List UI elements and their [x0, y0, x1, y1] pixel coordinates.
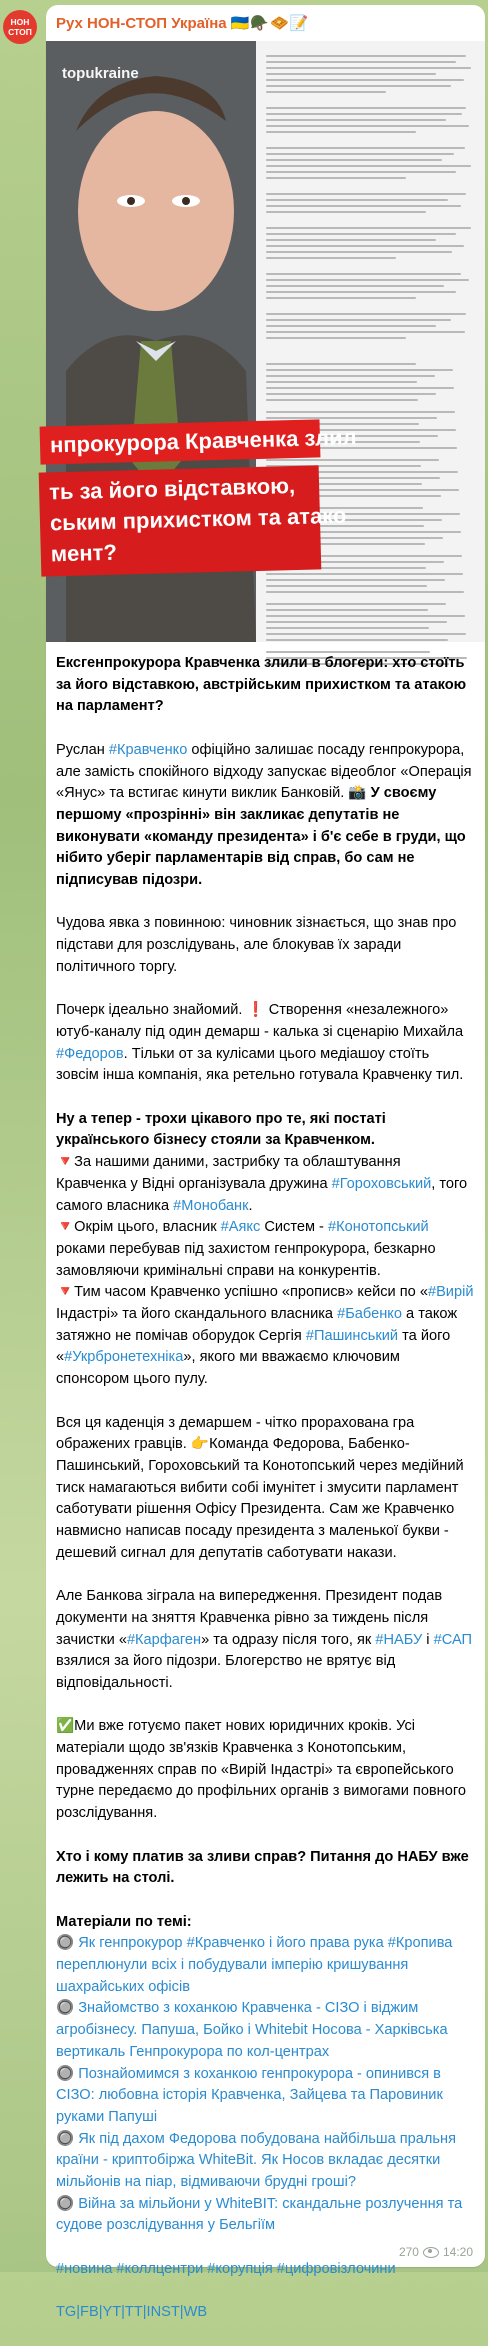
document-text-line: [266, 107, 466, 109]
document-text-line: [266, 205, 461, 207]
document-text-line: [266, 199, 448, 201]
document-text-line: [266, 279, 469, 281]
channel-title: Рух НОН-СТОП Україна: [56, 15, 227, 32]
paragraph-7: ✅Ми вже готуємо пакет нових юридичних кроків. Усі матеріали щодо зв'язків Кравченка з Конотопським, провадженнях справ по «Вирій Індастрі» та європейського турне передаємо до профільних органів з вимогами повного розслідування.: [56, 1718, 466, 1822]
document-text-line: [266, 245, 464, 247]
hashtags[interactable]: #новина #коллцентри #корупція #цифровізлочини: [56, 2260, 396, 2277]
document-text-line: [266, 621, 447, 623]
headline-banner-2: [39, 465, 347, 576]
hashtag-link[interactable]: #Укрбронетехніка: [64, 1349, 184, 1366]
text: і: [422, 1631, 434, 1648]
social-links[interactable]: TG|FB|YT|TT|INST|WB: [56, 2304, 208, 2321]
text: та його «: [56, 1327, 451, 1366]
document-text-line: [266, 399, 418, 401]
document-text-line: [266, 73, 436, 75]
text: Почерк ідеально знайомий. ❗ Створення «незалежного» ютуб-каналу під один демарш - калька зі сценарію Михайла: [56, 1002, 464, 1040]
text: 🔻Тим часом Кравченко успішно «прописв» кейси по «: [56, 1284, 428, 1301]
message-bubble: [46, 5, 485, 2321]
document-text-line: [266, 573, 463, 575]
text: Але Банкова зіграла на випередження. Президент подав документи на зняття Кравченка рівно за тиждень після зачистки «: [56, 1588, 443, 1648]
text: взялися за його підозри. Блогерство не врятує від відповідальності.: [56, 1653, 396, 1691]
document-text-line: [266, 119, 446, 121]
related-link[interactable]: 🔘 Познайомимся з коханкою генпрокурора - опинився в СІЗО: любовна історія Кравченка, Зайцева та Паровиник руками Папуші: [56, 2065, 443, 2125]
post-media[interactable]: [46, 41, 485, 642]
document-text-line: [266, 113, 462, 115]
text: Ну а тепер - трохи цікавого про те, які постаті українського бізнесу стояли за Кравченком.: [56, 1110, 386, 1149]
paragraph-2: Чудова явка з повинною: чиновник зізнається, що знав про підстави для розслідувань, але блокував їх заради політичного торгу.: [56, 915, 457, 975]
paragraph-5: Вся ця каденція з демаршем - чітко прорахована гра ображених гравців. 👉Команда Федорова, Бабенко-Пашинський, Гороховський та Конотопський через медійний тиск намагаються вибити собі імунітет і змусити парламент саботувати рішення Офісу Президента. Сам же Кравченко навмисно написав посаду президента з маленької букви - дешевий сигнал для депутатів саботувати накази.: [56, 1414, 464, 1561]
document-text-line: [266, 227, 471, 229]
text: , того самого власника: [56, 1175, 468, 1214]
paragraph-1: [56, 740, 474, 892]
document-text-line: [266, 55, 466, 57]
document-text-line: [266, 331, 465, 333]
document-text-line: [266, 325, 436, 327]
document-text-line: [266, 639, 448, 641]
watermark: topukraine: [62, 65, 139, 82]
hashtag-link[interactable]: #Бабенко: [337, 1306, 402, 1323]
text: Руслан: [56, 741, 109, 758]
text: У своєму першому «прозрінні» він закликає депутатів не виконувати «команду президента» і б'є себе в груди, що нібито уберіг парламентарів від справ, бо сам не підписував підозри.: [56, 785, 466, 889]
eye-icon: [423, 2247, 439, 2258]
paragraph-8: Хто і кому платив за зливи справ? Питання до НАБУ вже лежить на столі.: [56, 1848, 469, 1887]
channel-emoji: 🇺🇦🪖🧇📝: [230, 15, 310, 32]
document-text-line: [266, 171, 456, 173]
document-text-line: [266, 211, 426, 213]
document-text-line: [266, 147, 465, 149]
document-text-line: [266, 131, 416, 133]
document-text-line: [266, 85, 451, 87]
text: » та одразу після того, як: [201, 1631, 376, 1648]
related-title: Матеріали по темі:: [56, 1913, 192, 1930]
paragraph-6: [56, 1586, 474, 1695]
text: офіційно залишає посаду генпрокурора, але замість спокійного відходу запускає відеоблог «Операція «Янус» та встигає кинути виклик Банковій. 📸: [56, 741, 472, 802]
banner-text-1: нпрокурора Кравченка злил: [49, 424, 357, 458]
hashtag-link[interactable]: #Гороховський: [331, 1175, 432, 1192]
document-text-line: [266, 591, 464, 593]
document-text-line: [266, 633, 466, 635]
avatar-text-1: НОН: [10, 17, 30, 27]
document-text-line: [266, 375, 435, 377]
document-text-line: [266, 291, 456, 293]
hashtag-link[interactable]: #Федоров: [56, 1045, 124, 1062]
document-text-line: [266, 91, 386, 93]
text: а також затяжно не помічав оборудок Сергія: [56, 1306, 458, 1344]
banner-text-2: ть за його відставкою,: [48, 472, 296, 505]
related-link[interactable]: 🔘 Знайомство з коханкою Кравченка - СІЗО і віджим агробізнесу. Папуша, Бойко і Whitebit Носова - Харківська вертикаль Генпрокурора по кол-центрах: [56, 2000, 448, 2060]
hashtag-link[interactable]: #Кравченко: [108, 741, 188, 758]
hashtag-link[interactable]: #Монобанк: [173, 1197, 249, 1214]
related-section: [56, 1912, 474, 2238]
timestamp: 14:20: [442, 2245, 473, 2259]
hashtag-link[interactable]: #САП: [433, 1631, 473, 1648]
document-text-line: [266, 285, 444, 287]
document-text-line: [266, 257, 396, 259]
text: роками перебував під захистом генпрокурора, безкарно замовляючи кримінальні справи на конкурентів.: [56, 1240, 436, 1279]
document-text-line: [266, 609, 428, 611]
document-text-line: [266, 297, 416, 299]
document-text-line: [266, 381, 417, 383]
channel-avatar[interactable]: [3, 10, 37, 44]
text: Систем -: [260, 1219, 328, 1236]
hashtag-link[interactable]: #Карфаген: [126, 1631, 202, 1648]
document-text-line: [266, 393, 436, 395]
document-text-line: [266, 363, 416, 365]
document-text-line: [266, 585, 427, 587]
text: 🔻За нашими даними, застрибку та облаштування Кравченка у Відні організувала дружина: [56, 1154, 401, 1192]
document-text-line: [266, 67, 471, 69]
document-text-line: [266, 239, 436, 241]
hashtag-link[interactable]: #Вирій: [427, 1284, 474, 1301]
view-count: 270: [398, 2245, 419, 2259]
text: 🔻Окрім цього, власник: [56, 1219, 221, 1236]
document-text-line: [266, 417, 437, 419]
document-text-line: [266, 369, 453, 371]
related-link[interactable]: 🔘 Війна за мільйони у WhiteBIT: скандальне розлучення та судове розслідування у Бельгіїм: [56, 2195, 463, 2234]
hashtag-link[interactable]: #Пашинський: [305, 1327, 399, 1344]
document-text-line: [266, 615, 465, 617]
banner-text-3: ським прихистком та атако: [49, 502, 347, 536]
text: . Тільки от за кулісами цього медіашоу стоїть зовсім інша компанія, яка ретельно готувала Кравченку тил.: [56, 1045, 464, 1084]
document-text-line: [266, 251, 452, 253]
document-text-line: [266, 159, 442, 161]
document-text-line: [266, 627, 429, 629]
message-footer: [399, 2245, 473, 2259]
related-link[interactable]: 🔘 Як генпрокурор #Кравченко і його права рука #Кропива переплюнули всіх і побудували імперію кришування шахрайських офісів: [56, 1935, 453, 1995]
related-link[interactable]: 🔘 Як під дахом Федорова побудована найбільша пральня країни - криптобіржа WhiteBit. Як Носов вкладає десятки мільйонів на піар, відмиваючи брудні гроші?: [56, 2130, 456, 2191]
paragraph-3: [56, 1000, 474, 1087]
post-headline: Ексгенпрокурора Кравченка злили в блогери: хто стоїть за його відставкою, австрійським прихистком та атакою на парламент?: [56, 655, 467, 715]
document-text-line: [266, 273, 461, 275]
document-text-line: [266, 153, 454, 155]
document-text-line: [266, 165, 471, 167]
hashtag-link[interactable]: #Аякс: [220, 1219, 261, 1236]
text: », якого ми вважаємо ключовим спонсором цього пулу.: [56, 1349, 400, 1388]
document-text-line: [266, 579, 445, 581]
avatar-text-2: СТОП: [8, 27, 32, 37]
document-text-line: [266, 603, 446, 605]
document-text-line: [266, 177, 406, 179]
post-text: [56, 653, 474, 2346]
document-text-line: [266, 125, 469, 127]
text: .: [248, 1197, 253, 1214]
document-text-line: [266, 233, 456, 235]
paragraph-4: [56, 1109, 474, 1391]
headline-banner-1: [40, 419, 357, 464]
document-text-line: [266, 411, 455, 413]
document-text-line: [266, 313, 466, 315]
channel-name[interactable]: [56, 14, 309, 32]
document-text-line: [266, 319, 451, 321]
document-text-line: [266, 61, 456, 63]
text: Індастрі» та його скандального власника: [56, 1306, 338, 1323]
hashtag-link[interactable]: #Конотопський: [327, 1219, 429, 1236]
banner-text-4: мент?: [50, 539, 118, 567]
document-text-line: [266, 79, 464, 81]
document-text-line: [266, 459, 439, 461]
document-text-line: [266, 337, 406, 339]
document-text-line: [266, 193, 466, 195]
hashtag-link[interactable]: #НАБУ: [375, 1631, 423, 1648]
document-text-line: [266, 387, 454, 389]
